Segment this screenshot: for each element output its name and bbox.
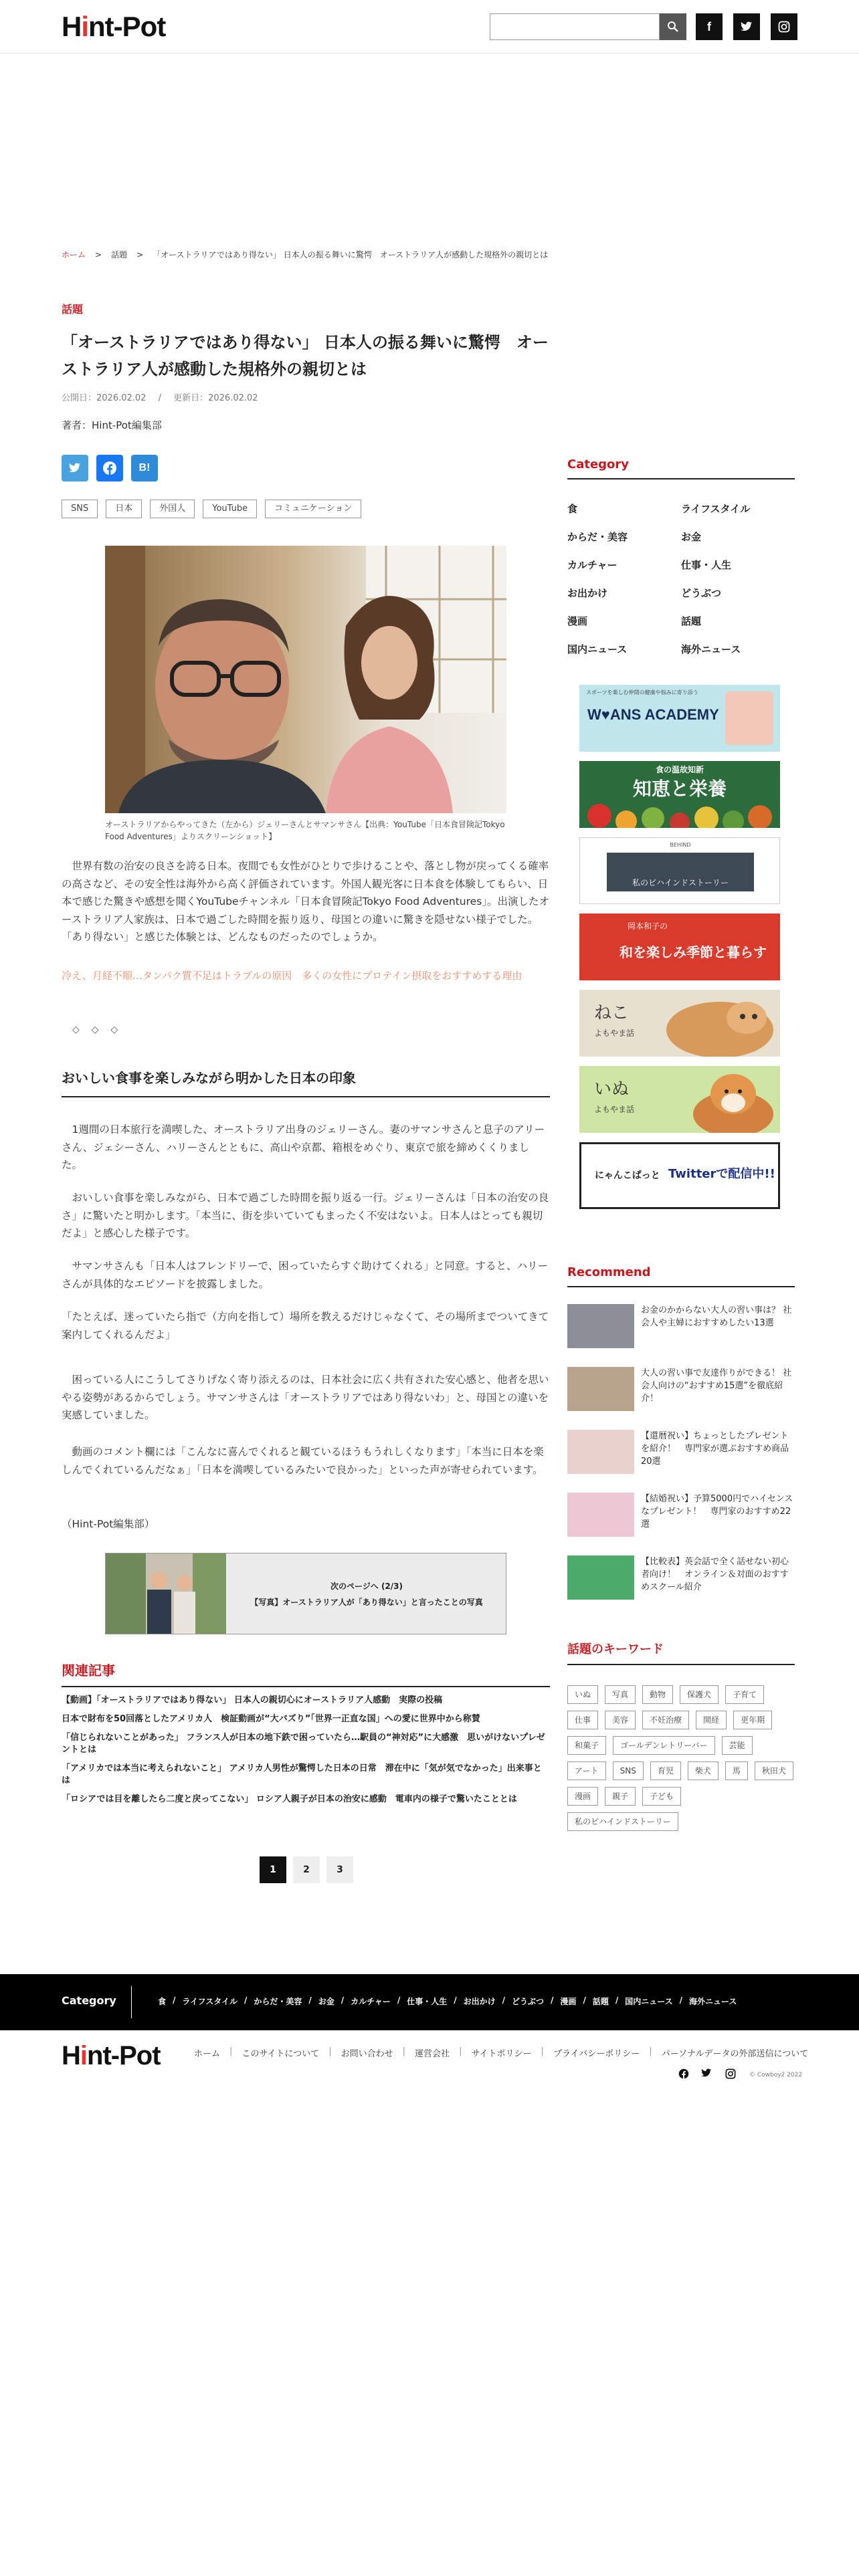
recommend-title: 大人の習い事で友達作りができる！ 社会人向けの“おすすめ15選”を徹底紹介！ <box>641 1368 792 1404</box>
search-input[interactable] <box>490 13 660 40</box>
keyword-tag[interactable]: 馬 <box>725 1761 748 1780</box>
keyword-tag[interactable]: 開経 <box>696 1711 727 1729</box>
sidebar-category-item[interactable]: お金 <box>681 531 702 543</box>
keyword-tag[interactable]: 芸能 <box>722 1736 753 1755</box>
sidebar-keywords-heading: 話題のキーワード <box>567 1640 795 1665</box>
keyword-tag[interactable]: いぬ <box>567 1685 598 1704</box>
related-list <box>62 1695 550 1812</box>
banner-shoku-onchi[interactable]: 食の温故知新 知恵と栄養 <box>579 761 780 828</box>
share-hatena-button[interactable]: B! <box>131 455 158 481</box>
tag-item[interactable]: 外国人 <box>150 500 195 518</box>
sidebar-category-item[interactable]: カルチャー <box>567 559 617 571</box>
share-twitter-button[interactable] <box>62 455 88 481</box>
recommend-item[interactable] <box>567 1493 795 1539</box>
recommend-item[interactable] <box>567 1430 795 1477</box>
camera-icon <box>778 21 790 33</box>
footer-link[interactable]: プライバシーポリシー <box>553 2049 640 2059</box>
article-paragraph: サマンサさんも「日本人はフレンドリーで、困っていたらすぐ助けてくれる」と同意。すると、ハリーさんが具体的なエピソードを披露しました。 <box>62 1260 549 1290</box>
tag-item[interactable]: SNS <box>62 500 98 518</box>
recommend-item[interactable] <box>567 1367 795 1414</box>
footer-category-item[interactable]: 国内ニュース <box>625 1997 673 2006</box>
footer-divider <box>131 1986 132 2018</box>
sidebar-category-heading: Category <box>567 457 795 479</box>
keyword-tag[interactable]: 写真 <box>605 1685 636 1704</box>
facebook-icon <box>102 461 117 475</box>
twitter-icon <box>69 463 81 473</box>
footer-category-item[interactable]: 漫画 <box>560 1997 577 2006</box>
sidebar-category-item[interactable]: からだ・美容 <box>567 531 628 543</box>
recommend-item[interactable] <box>567 1304 795 1351</box>
keyword-tag[interactable]: 育児 <box>650 1761 681 1780</box>
promo-link[interactable]: 冷え、月経不順…タンパク質不足はトラブルの原因 多くの女性にプロテイン摂取をおすすめする理由 <box>62 970 522 982</box>
banner-neko[interactable]: ねこ よもやま話 <box>579 990 780 1057</box>
page-2-button[interactable]: 2 <box>293 1856 320 1883</box>
related-heading: 関連記事 <box>62 1660 550 1687</box>
keyword-tag[interactable]: ゴールデンレトリーバー <box>613 1736 715 1755</box>
footer-category-item[interactable]: 話題 <box>592 1997 609 2006</box>
search-icon <box>667 21 679 33</box>
recommend-thumbnail <box>567 1367 634 1411</box>
recommend-thumbnail <box>567 1493 634 1537</box>
logo-wordmark: Hint-Pot <box>62 11 166 42</box>
keyword-tag[interactable]: 柴犬 <box>688 1761 719 1780</box>
bird-icon <box>701 2068 712 2078</box>
next-page-link[interactable] <box>105 1553 506 1634</box>
banner-inu[interactable]: いぬ よもやま話 <box>579 1066 780 1133</box>
keyword-tag[interactable]: 更年期 <box>733 1711 772 1729</box>
footer-link[interactable]: お問い合わせ <box>341 2049 393 2059</box>
footer-category-item[interactable]: 海外ニュース <box>689 1997 737 2006</box>
footer-category-item[interactable]: 仕事・人生 <box>407 1997 448 2006</box>
footer-link[interactable]: ホーム <box>194 2049 221 2059</box>
recommend-thumbnail <box>567 1430 634 1474</box>
article-paragraph: 世界有数の治安の良さを誇る日本。夜間でも女性がひとりで歩けることや、落とし物が戻ってくる確率の高さなど、その安全性は海外から高く評価されています。外国人観光客に日本食を体験してもらい、日本で感じた驚きや感想を聞くYouTubeチャンネル「日本食冒険記Tokyo Food Adventures」。出演したオーストラリア人家族は、日本で過ごした時間を振り返り、母国との違いに驚きを隠せない様子でした。「あり得ない」と感じた体験とは、どんなものだったのでしょうか。 <box>62 860 550 943</box>
keyword-tag[interactable]: 保護犬 <box>680 1685 719 1704</box>
keyword-tag[interactable]: 和菓子 <box>567 1736 606 1755</box>
sidebar-category-item[interactable]: どうぶつ <box>681 587 722 599</box>
keyword-tag[interactable]: 私のビハインドストーリー <box>567 1812 678 1831</box>
footer-category-item[interactable]: からだ・美容 <box>254 1997 302 2006</box>
footer-category-list: 食 / ライフスタイル / からだ・美容 / お金 / カルチャー / 仕事・人生 / お出かけ / どうぶつ / 漫画 / 話題 / 国内ニュース / 海外ニュース <box>158 1996 737 2006</box>
article-paragraph: おいしい食事を楽しみながら、日本で過ごした時間を振り返る一行。ジェリーさんは「日本の治安の良さ」に驚いたと明かします。「本当に、街を歩いていてもまったく不安はないよ。日本人はとっても親切だよ」と感心した様子です。 <box>62 1192 549 1239</box>
sidebar-category-item[interactable]: 仕事・人生 <box>681 559 732 571</box>
photo-caption: オーストラリアからやってきた（左から）ジェリーさんとサマンサさん【出典：YouTube「日本食冒険記Tokyo Food Adventures」よりスクリーンショット】 <box>105 820 505 841</box>
recommend-thumbnail <box>567 1555 634 1600</box>
next-page-thumbnail <box>106 1553 226 1634</box>
banner-twitter[interactable]: にゃんこぱっと Twitterで配信中!! <box>579 1142 780 1209</box>
bird-icon <box>741 21 753 32</box>
footer-category-item[interactable]: お金 <box>318 1997 335 2006</box>
keyword-tag[interactable]: 子ども <box>642 1787 681 1806</box>
footer-twitter-icon[interactable] <box>701 2068 712 2080</box>
recommend-title: 【還暦祝い】ちょっとしたプレゼントを紹介！ 専門家が選ぶおすすめ商品20選 <box>641 1431 789 1467</box>
related-item[interactable]: 日本で財布を50回落としたアメリカ人 検証動画が“大バズり”「世界一正直な国」への愛に世界中から称賛 <box>62 1714 480 1724</box>
article-paragraph: 困っている人にこうしてさりげなく寄り添えるのは、日本社会に広く共有された安心感と、他者を思いやる姿勢があるからでしょう。サマンサさんは「オーストラリアではあり得ないわ」と、母国との違いを実感していました。 <box>62 1374 549 1421</box>
article-author: 著者：Hint-Pot編集部 <box>62 419 162 431</box>
footer-category-item[interactable]: カルチャー <box>351 1997 391 2006</box>
sidebar-category-item[interactable]: 漫画 <box>567 615 588 627</box>
pagination <box>260 1856 353 1883</box>
article-dates: 公開日：2026.02.02 / 更新日：2026.02.02 <box>62 393 258 403</box>
footer-category-item[interactable]: お出かけ <box>463 1997 496 2006</box>
breadcrumb: ホーム > 話題 > 「オーストラリアではあり得ない」 日本人の振る舞いに驚愕 オーストラリア人が感動した規格外の親切とは <box>62 250 549 259</box>
recommend-title: 【結婚祝い】予算5000円でハイセンスなプレゼント！ 専門家のおすすめ22選 <box>641 1494 793 1529</box>
published-date: 公開日：2026.02.02 <box>62 393 147 403</box>
next-page-title: 【写真】オーストラリア人が「あり得ない」と言ったことの写真 <box>250 1598 483 1607</box>
keyword-tag[interactable]: 秋田犬 <box>755 1761 793 1780</box>
keyword-tag[interactable]: 子育て <box>725 1685 764 1704</box>
related-item[interactable]: 【動画】「オーストラリアではあり得ない」 日本人の親切心にオーストラリア人感動 実際の投稿 <box>62 1695 443 1705</box>
tag-item[interactable]: コミュニケーション <box>265 500 361 518</box>
sidebar-category-item[interactable]: 話題 <box>681 615 702 627</box>
site-logo[interactable] <box>62 9 165 44</box>
recommend-thumbnail <box>567 1304 634 1348</box>
search-form <box>490 13 686 40</box>
twitter-icon[interactable] <box>733 13 760 40</box>
sidebar-category-item[interactable]: お出かけ <box>567 587 608 599</box>
footer-category-item[interactable]: ライフスタイル <box>182 1997 237 2006</box>
footer-instagram-icon[interactable] <box>725 2068 736 2082</box>
sidebar-category-item[interactable]: 国内ニュース <box>567 643 628 655</box>
article-paragraph: 1週間の日本旅行を満喫した、オーストラリア出身のジェリーさん。妻のサマンサさんと息子のアリーさん、ジェシーさん、ハリーさんとともに、高山や京都、箱根をめぐり、東京で旅を締めくくりました。 <box>62 1123 545 1171</box>
banner-wagoto[interactable]: 岡本和子の 和を楽しみ季節と暮らす <box>579 914 780 980</box>
page-3-button[interactable]: 3 <box>326 1856 353 1883</box>
footer-facebook-icon[interactable] <box>678 2068 689 2082</box>
logo-wordmark: Hint-Pot <box>62 2041 161 2070</box>
facebook-icon[interactable]: f <box>696 13 723 40</box>
article-category[interactable]: 話題 <box>62 303 84 316</box>
tag-item[interactable]: YouTube <box>203 500 257 518</box>
keyword-tag[interactable]: アート <box>567 1761 606 1780</box>
article-paragraph: （Hint-Pot編集部） <box>62 1518 155 1530</box>
breadcrumb-home[interactable]: ホーム <box>62 250 86 259</box>
footer-category-item[interactable]: 食 <box>158 1997 167 2006</box>
keyword-tag[interactable]: 不妊治療 <box>642 1711 689 1729</box>
camera-icon <box>725 2068 736 2079</box>
footer-link[interactable]: このサイトについて <box>242 2049 320 2059</box>
keyword-tag[interactable]: 仕事 <box>567 1711 598 1729</box>
article-paragraph: 「たとえば、迷っていたら指で（方向を指して）場所を教えるだけじゃなくて、その場所までついてきて案内してくれるんだよ」 <box>62 1311 549 1341</box>
tag-item[interactable]: 日本 <box>106 500 142 518</box>
article-paragraph: 動画のコメント欄には「こんなに喜んでくれると観ているほうもうれしくなります」「本当に日本を楽しんでくれているんだなぁ」「日本を満喫しているみたいで良かった」といった声が寄せられています。 <box>62 1446 544 1476</box>
sidebar-category-item[interactable]: 食 <box>567 503 578 515</box>
article-title: 「オーストラリアではあり得ない」 日本人の振る舞いに驚愕 オーストラリア人が感動した規格外の親切とは <box>62 333 549 379</box>
search-button[interactable] <box>660 13 686 40</box>
facebook-icon <box>678 2068 689 2079</box>
site-header <box>0 0 859 53</box>
sidebar-category-item[interactable]: 海外ニュース <box>681 643 741 655</box>
recommend-title: 【比較表】英会話で全く話せない初心者向け！ オンライン＆対面のおすすめスクール紹介 <box>641 1557 789 1592</box>
related-item[interactable]: 「ロシアでは目を離したら二度と戻ってこない」 ロシア人親子が日本の治安に感動 電車内の様子で驚いたこととは <box>62 1794 517 1804</box>
article-tags <box>62 500 361 518</box>
keyword-tag[interactable]: 動物 <box>642 1685 673 1704</box>
next-page-label: 次のページへ (2/3) <box>330 1582 403 1591</box>
sidebar-recommend-heading: Recommend <box>567 1265 795 1287</box>
section-heading: おいしい食事を楽しみながら明かした日本の印象 <box>62 1067 550 1097</box>
banner-wans-academy[interactable]: スポーツを楽しむ仲間の健康や悩みに寄り添う W♥ANS ACADEMY <box>579 685 780 752</box>
related-item[interactable]: 「信じられないことがあった」 フランス人が日本の地下鉄で困っていたら…駅員の“神対応”に大感激 思いがけないプレゼントとは <box>62 1733 545 1755</box>
footer-category-bar <box>0 1974 859 2030</box>
related-item[interactable]: 「アメリカでは本当に考えられないこと」 アメリカ人男性が驚愕した日本の日常 滞在中に「気が気でなかった」出来事とは <box>62 1763 542 1786</box>
copyright: © Cowboy2 2022 <box>749 2072 803 2078</box>
breadcrumb-category[interactable]: 話題 <box>111 250 128 259</box>
footer-category-item[interactable]: どうぶつ <box>512 1997 545 2006</box>
keyword-tag[interactable]: 親子 <box>605 1787 636 1806</box>
instagram-icon[interactable] <box>771 13 797 40</box>
breadcrumb-current: 「オーストラリアではあり得ない」 日本人の振る舞いに驚愕 オーストラリア人が感動した規格外の親切とは <box>153 250 549 259</box>
footer-links: ホーム | このサイトについて | お問い合わせ | 運営会社 | サイトポリシー | プライバシーポリシー | パーソナルデータの外部送信について <box>194 2046 809 2059</box>
recommend-title: お金のかからない大人の習い事は？ 社会人や主婦におすすめしたい13選 <box>641 1305 792 1328</box>
share-facebook-button[interactable] <box>96 455 123 481</box>
keyword-tag[interactable]: SNS <box>613 1761 644 1780</box>
footer-logo[interactable] <box>62 2041 161 2071</box>
article-main-photo <box>105 546 506 813</box>
keyword-list <box>567 1685 795 1831</box>
updated-date: 更新日：2026.02.02 <box>173 393 258 403</box>
recommend-item[interactable] <box>567 1555 795 1602</box>
footer-link[interactable]: サイトポリシー <box>471 2049 532 2059</box>
banner-behind-story[interactable]: BEHIND 私のビハインドストーリー <box>579 837 780 904</box>
footer-link[interactable]: パーソナルデータの外部送信について <box>661 2049 809 2059</box>
section-divider: ◇◇◇ <box>72 1025 130 1035</box>
keyword-tag[interactable]: 美容 <box>605 1711 636 1729</box>
page-1-button[interactable]: 1 <box>260 1856 286 1883</box>
footer-category-label: Category <box>62 1994 116 2007</box>
keyword-tag[interactable]: 漫画 <box>567 1787 598 1806</box>
footer-link[interactable]: 運営会社 <box>415 2049 450 2059</box>
sidebar-category-item[interactable]: ライフスタイル <box>681 503 751 515</box>
